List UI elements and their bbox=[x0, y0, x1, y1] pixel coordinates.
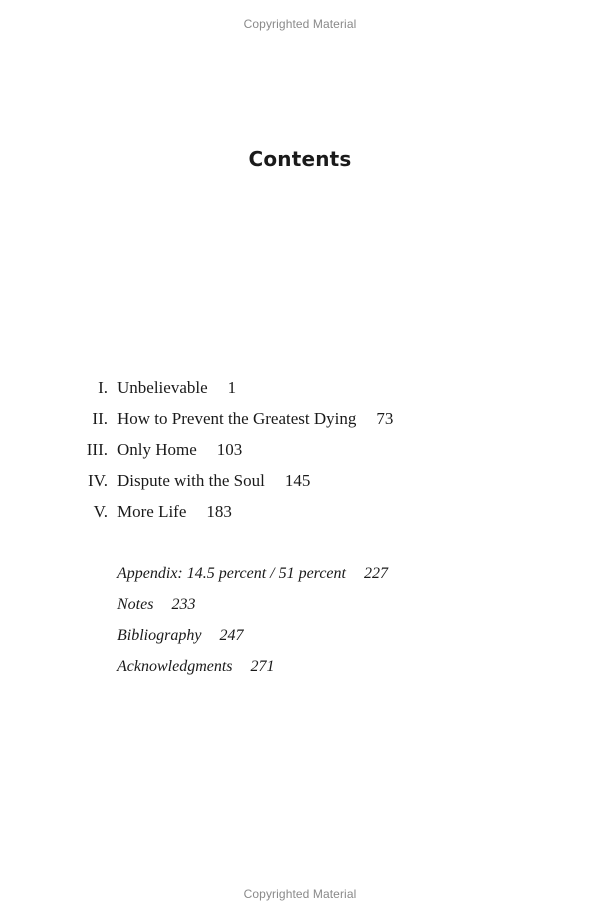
back-matter-title: Acknowledgments bbox=[117, 658, 233, 675]
page-number: 227 bbox=[363, 565, 388, 582]
toc-entry-bibliography[interactable] bbox=[117, 625, 388, 656]
back-matter-list bbox=[117, 563, 388, 687]
chapter-title: Unbelievable bbox=[117, 378, 208, 397]
chapter-title: Dispute with the Soul bbox=[117, 471, 265, 490]
toc-entry-chapter-5[interactable] bbox=[0, 501, 600, 532]
chapter-list bbox=[0, 377, 600, 532]
chapter-title: More Life bbox=[117, 502, 187, 521]
page-number: 233 bbox=[171, 596, 196, 613]
page-number: 183 bbox=[206, 502, 232, 521]
toc-entry-notes[interactable] bbox=[117, 594, 388, 625]
page-number: 145 bbox=[284, 471, 311, 490]
back-matter-title: Notes bbox=[117, 596, 154, 613]
contents-title: Contents bbox=[248, 147, 352, 171]
chapter-title: Only Home bbox=[117, 440, 197, 459]
page-number: 103 bbox=[216, 440, 243, 459]
page-number: 247 bbox=[219, 627, 244, 644]
chapter-numeral: I. bbox=[98, 378, 108, 397]
toc-entry-appendix[interactable] bbox=[117, 563, 388, 594]
toc-entry-chapter-2[interactable] bbox=[0, 408, 600, 439]
back-matter-title: Bibliography bbox=[117, 627, 202, 644]
chapter-numeral: IV. bbox=[88, 471, 108, 490]
chapter-numeral: II. bbox=[92, 409, 108, 428]
toc-entry-acknowledgments[interactable] bbox=[117, 656, 388, 687]
toc-entry-chapter-3[interactable] bbox=[0, 439, 600, 470]
page-number: 271 bbox=[250, 658, 275, 675]
page-number: 1 bbox=[227, 378, 237, 397]
copyright-watermark-top: Copyrighted Material bbox=[243, 17, 357, 31]
page-number: 73 bbox=[376, 409, 394, 428]
back-matter-title: Appendix: 14.5 percent / 51 percent bbox=[117, 565, 346, 582]
chapter-numeral: III. bbox=[86, 440, 108, 459]
copyright-watermark-bottom: Copyrighted Material bbox=[243, 887, 357, 901]
chapter-numeral: V. bbox=[93, 502, 108, 521]
toc-entry-chapter-4[interactable] bbox=[0, 470, 600, 501]
toc-entry-chapter-1[interactable] bbox=[0, 377, 600, 408]
chapter-title: How to Prevent the Greatest Dying bbox=[117, 409, 357, 428]
